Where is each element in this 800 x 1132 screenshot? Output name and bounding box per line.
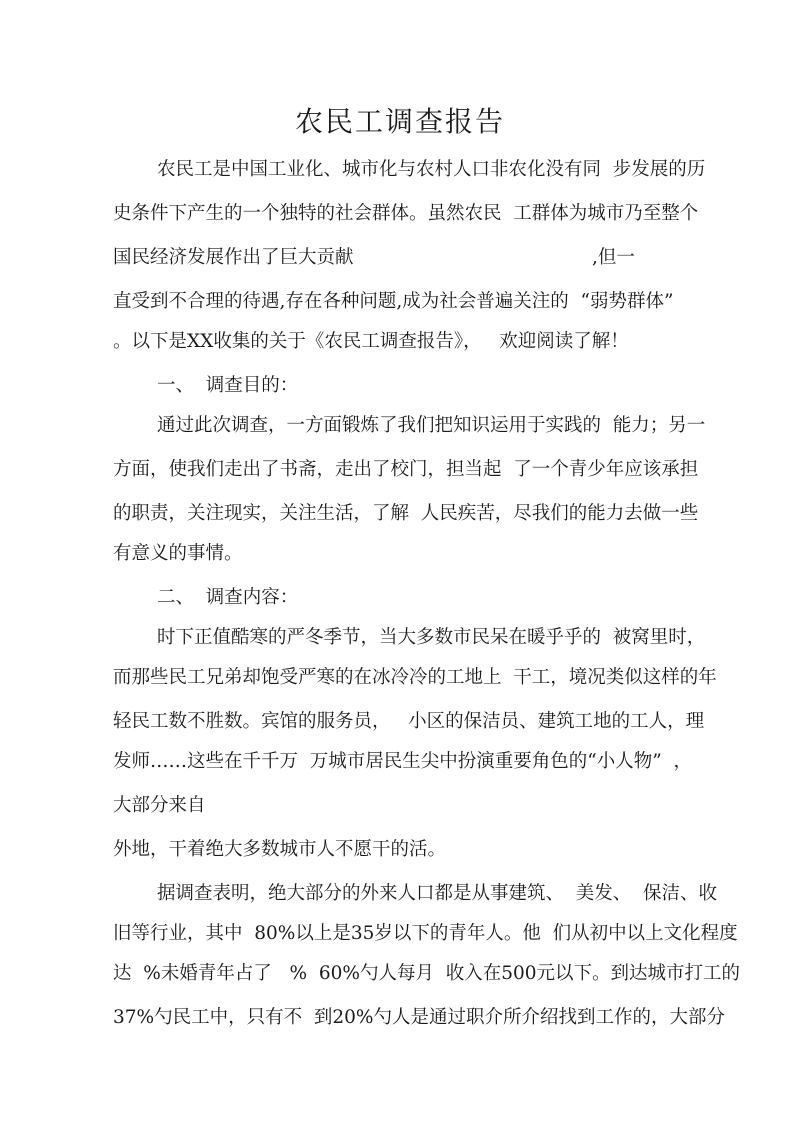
paragraph-line: 大部分来自 bbox=[113, 795, 206, 816]
section-heading: 一、 调查目的： bbox=[157, 375, 299, 396]
paragraph-line: 达 %未婚青年占了 % 60%勺人每月 收入在500元以下。到达城市打工的 bbox=[113, 963, 741, 984]
paragraph-line: 有意义的事情。 bbox=[113, 543, 243, 564]
paragraph-line: 据调查表明，绝大部分的外来人口都是从事建筑、 美发、 保洁、收 bbox=[157, 883, 718, 904]
paragraph-line: ,但一 bbox=[592, 247, 635, 268]
paragraph-line: 而那些民工兄弟却饱受严寒的在冰冷冷的工地上 干工，境况类似这样的年 bbox=[113, 667, 717, 688]
paragraph-line: 外地，干着绝大多数城市人不愿干的活。 bbox=[113, 839, 447, 860]
paragraph-line: 时下正值酷寒的严冬季节，当大多数市民呆在暖乎乎的 被窝里时， bbox=[157, 627, 706, 648]
paragraph-line: 。以下是XX收集的关于《农民工调查报告》， 欢迎阅读了解！ bbox=[113, 331, 629, 352]
paragraph-line: 的职责，关注现实，关注生活，了解 人民疾苦，尽我们的能力去做一些 bbox=[113, 503, 699, 524]
paragraph-line: 通过此次调查，一方面锻炼了我们把知识运用于实践的 能力；另一 bbox=[157, 415, 706, 436]
document-title: 农民工调查报告 bbox=[294, 105, 505, 138]
paragraph-line: 农民工是中国工业化、城市化与农村人口非农化没有同 步发展的历 bbox=[157, 159, 706, 180]
paragraph-line: 史条件下产生的一个独特的社会群体。虽然农民 工群体为城市乃至整个 bbox=[113, 203, 699, 224]
paragraph-line: 37%勺民工中，只有不 到20%勺人是通过职介所介绍找到工作的，大部分 bbox=[113, 1007, 726, 1028]
paragraph-line: 方面，使我们走出了书斋，走出了校门，担当起 了一个青少年应该承担 bbox=[113, 459, 699, 480]
paragraph-line: 轻民工数不胜数。宾馆的服务员， 小区的保洁员、建筑工地的工人，理 bbox=[113, 711, 705, 732]
paragraph-line: 国民经济发展作出了巨大贡献 bbox=[113, 247, 354, 268]
paragraph-line: 发师……这些在千千万 万城市居民生尖中扮演重要角色的“小人物” ， bbox=[113, 751, 692, 772]
paragraph-line: 直受到不合理的待遇,存在各种问题,成为社会普遍关注的 “弱势群体” bbox=[113, 291, 674, 312]
section-heading: 二、 调查内容： bbox=[157, 587, 299, 608]
paragraph-line: 旧等行业，其中 80%以上是35岁以下的青年人。他 们从初中以上文化程度 bbox=[113, 923, 738, 944]
